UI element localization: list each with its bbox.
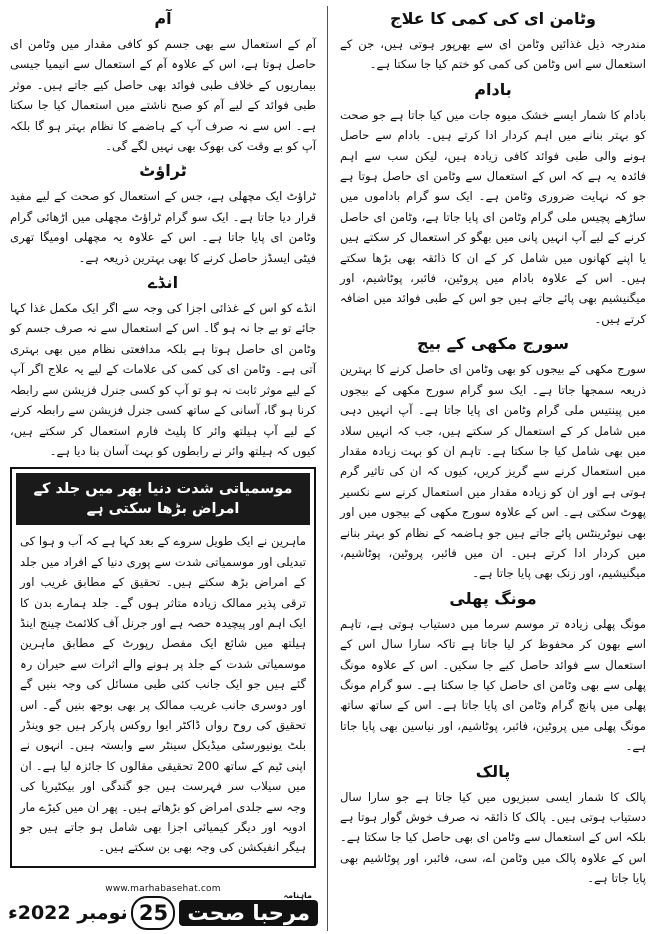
section-text-peanuts: مونگ پھلی زیادہ تر موسم سرما میں دستیاب ہوتی ہے، تاہم اسے بھون کر محفوظ کر لیا جاتا ہے تاکہ سارا سال اس کے استعمال سے فوائد حاصل کیے جا سکیں۔ اس کے علاوہ مونگ پھلی سے بھی وٹامن ای حاصل کیا جا سکتا ہے۔ سو گرام مونگ پھلی میں پانچ گرام وٹامن ای پایا جاتا ہے۔ اس کے ساتھ ساتھ مونگ پھلی میں پروٹین، فائبر، پوٹاشیم، اور نیاسین بھی پایا جاتا ہے۔ <box>340 616 646 754</box>
section-heading-trout: ٹراؤٹ <box>139 161 187 181</box>
section-heading-eggs: انڈے <box>147 273 179 293</box>
right-column <box>340 6 646 893</box>
magazine-logo <box>179 891 318 926</box>
section-text-sunflower-seeds: سورج مکھی کے بیجوں کو بھی وٹامن ای حاصل کرنے کا بہترین ذریعہ سمجھا جاتا ہے۔ ایک سو گرام سورج مکھی کے بیجوں میں پینتیس ملی گرام وٹامن ای پایا جاتا ہے۔ آپ انہیں دہی میں شامل کر کے استعمال کر سکتے ہیں، جب کہ انہیں سلاد میں بھی شامل کیا جا سکتا ہے۔ تاہم ان کو بہت زیادہ مقدار میں استعمال کرنے سے گریز کریں، کیوں کہ ان کی تاثیر گرم ہوتی ہے اور ان کو زیادہ مقدار میں استعمال کرنے سے نکسیر پھوٹ سکتی ہے۔ اس کے علاوہ سورج مکھی کے بیجوں میں اور بھی نیوٹرینٹس پائے جاتے ہیں جو ہاضمہ کے نظام کو بہتر بنانے میں کردار ادا کرتے ہیں۔ ان میں فائبر، پروٹین، پوٹاشیم، میگنیشیم، اور زنک بھی پایا جاتا ہے۔ <box>340 362 646 581</box>
section-text-vitamin-e-deficiency: مندرجہ ذیل غذائیں وٹامن ای سے بھرپور ہوتی ہیں، جن کے استعمال سے اس وٹامن کی کمی کو ختم کیا جا سکتا ہے۔ <box>340 37 646 72</box>
section-heading-vitamin-e-deficiency: وٹامن ای کی کمی کا علاج <box>390 9 596 28</box>
magazine-name: مرحبا صحت <box>187 901 310 925</box>
boxed-article <box>10 467 316 868</box>
section-heading-mango: آم <box>154 9 172 28</box>
section-text-trout: ٹراؤٹ ایک مچھلی ہے، جس کے استعمال کو صحت کے لیے مفید قرار دیا جاتا ہے۔ ایک سو گرام ٹراؤٹ مچھلی میں اڑھائی گرام وٹامن ای پایا جاتا ہے۔ اس کے علاوہ یہ مچھلی اومیگا تھری فیٹی ایسڈز حاصل کرنے کا بھی بہترین ذریعہ ہے۔ <box>10 189 316 265</box>
section-heading-sunflower-seeds: سورج مکھی کے بیج <box>417 334 569 354</box>
section-heading-almonds: بادام <box>474 79 512 99</box>
section-heading-spinach: پالک <box>475 761 511 781</box>
footer-row <box>8 891 318 930</box>
magazine-badge: ماہنامہ <box>283 891 312 900</box>
column-divider <box>327 6 328 931</box>
page-footer <box>8 884 318 930</box>
section-text-almonds: بادام کا شمار ایسے خشک میوہ جات میں کیا جاتا ہے جو صحت کو بہتر بنانے میں اہم کردار ادا کرتے ہیں۔ بادام سے حاصل ہونے والی طبی فوائد کافی زیادہ ہیں، لیکن سب سے اہم فائدہ یہ ہے کہ اس کے استعمال سے وٹامن ای حاصل ہوتا ہے جو کہ نہایت ضروری وٹامن ہے۔ ایک سو گرام باداموں میں ساڑھے پچیس ملی گرام وٹامن ای پایا جاتا ہے، وٹامن ای حاصل کرنے کے لیے آپ انہیں پانی میں بھگو کر استعمال کر سکتے ہیں یا اپنے کھانوں میں شامل کر کے ان کا ذائقہ بھی بڑھا سکتے ہیں۔ اس کے علاوہ بادام میں پروٹین، فائبر، پوٹاشیم، اور میگنیشیم بھی پائے جاتے ہیں جو اس کے طبی فوائد میں اضافہ کرتے ہیں۔ <box>340 107 646 326</box>
section-text-eggs: انڈے کو اس کے غذائی اجزا کی وجہ سے اگر ایک مکمل غذا کہا جائے تو بے جا نہ ہو گا۔ اس کے استعمال سے نہ صرف جسم کو وٹامن ای حاصل ہوتا ہے بلکہ مدافعتی نظام میں بھی بہتری آتی ہے۔ وٹامن ای کی کمی کی علامات کے لیے یہ علاج اگر آپ کے لیے موثر ثابت نہ ہو تو آپ کو کسی جنرل فزیشن سے رابطہ کرنا ہو گا، آسانی کے ساتھ کسی جنرل فزیشن سے رابطہ کرنے کے لیے آپ ہیلتھ وائر کا پلیٹ فارم استعمال کر سکتے ہیں، کیوں کہ ہیلتھ وائر نے رابطوں کو بہت آسان بنا دیا ہے۔ <box>10 301 316 458</box>
section-text-spinach: پالک کا شمار ایسی سبزیوں میں کیا جاتا ہے جو سارا سال دستیاب ہوتی ہیں۔ پالک کا ذائقہ نہ صرف خوش گوار ہوتا ہے بلکہ اس کے استعمال سے وٹامن ای بھی حاصل کیا جا سکتا ہے۔ اس کے علاوہ پالک میں وٹامن اے، سی، فائبر، اور پوٹاشیم بھی پایا جاتا ہے۔ <box>340 789 646 886</box>
issue-date: نومبر 2022ء <box>8 902 128 924</box>
section-heading-peanuts: مونگ پھلی <box>449 588 537 608</box>
boxed-article-title <box>16 473 310 525</box>
boxed-article-title-text: موسمیاتی شدت دنیا بھر میں جلد کے امراض بڑھا سکتی ہے <box>33 481 293 518</box>
left-column <box>10 6 316 868</box>
section-text-mango: آم کے استعمال سے بھی جسم کو کافی مقدار میں وٹامن ای حاصل ہوتا ہے، اس کے علاوہ آم کے استعمال سے انیمیا جیسی بیماریوں کے خلاف طبی فوائد بھی حاصل کیے جاتے ہیں۔ موثر طبی فوائد کے لیے آم کو صبح ناشتے میں استعمال کیا جا سکتا ہے۔ اس سے نہ صرف آپ کے ہاضمے کا نظام بہتر ہو گا بلکہ آپ کو بے وقت کی بھوک بھی نہیں لگے گی۔ <box>10 37 316 154</box>
website-url: www.marhabasehat.com <box>105 884 221 894</box>
boxed-article-text: ماہرین نے ایک طویل سروے کے بعد کہا ہے کہ آب و ہوا کی تبدیلی اور موسمیاتی شدت سے پوری دنیا کے افراد میں جلد کے امراض بڑھ سکتے ہیں۔ تحقیق کے مطابق غریب اور ترقی پذیر ممالک زیادہ متاثر ہوں گے۔ جلد ہمارے بدن کا ایک اہم اور پیچیدہ حصہ ہے اور جرنل آف کلائمٹ چینج اینڈ ہیلتھ میں شائع ایک مفصل رپورٹ کے مطابق ماہرین موسمیاتی شدت کے جلد پر ہونے والے اثرات سے حیران رہ گئے ہیں جو ایک جانب کئی طبی مسائل کی وجہ بنیں گے اور دوسری جانب غریب ممالک پر بھی بوجھ بنیں گے۔ اس تحقیق کی روح رواں ڈاکٹر ایوا روکس پارکر ہیں جو وینڈر بلٹ یونیورسٹی میڈیکل سینٹر سے وابستہ ہیں۔ انہوں نے اپنی ٹیم کے ساتھ 200 تحقیقی مقالوں کا جائزہ لیا ہے۔ ان میں سیلاب سر فہرست ہیں جو گندگی اور بیکٹیریا کی وجہ سے جلدی امراض کو بڑھاتے ہیں۔ پھر ان میں کیڑے مار ادویہ اور دیگر کیمیائی اجزا بھی شامل ہو جاتے ہیں جو ہیگر انفیکشن کی وجہ بھی بن سکتے ہیں۔ <box>20 534 307 855</box>
page-number: 25 <box>131 896 175 930</box>
